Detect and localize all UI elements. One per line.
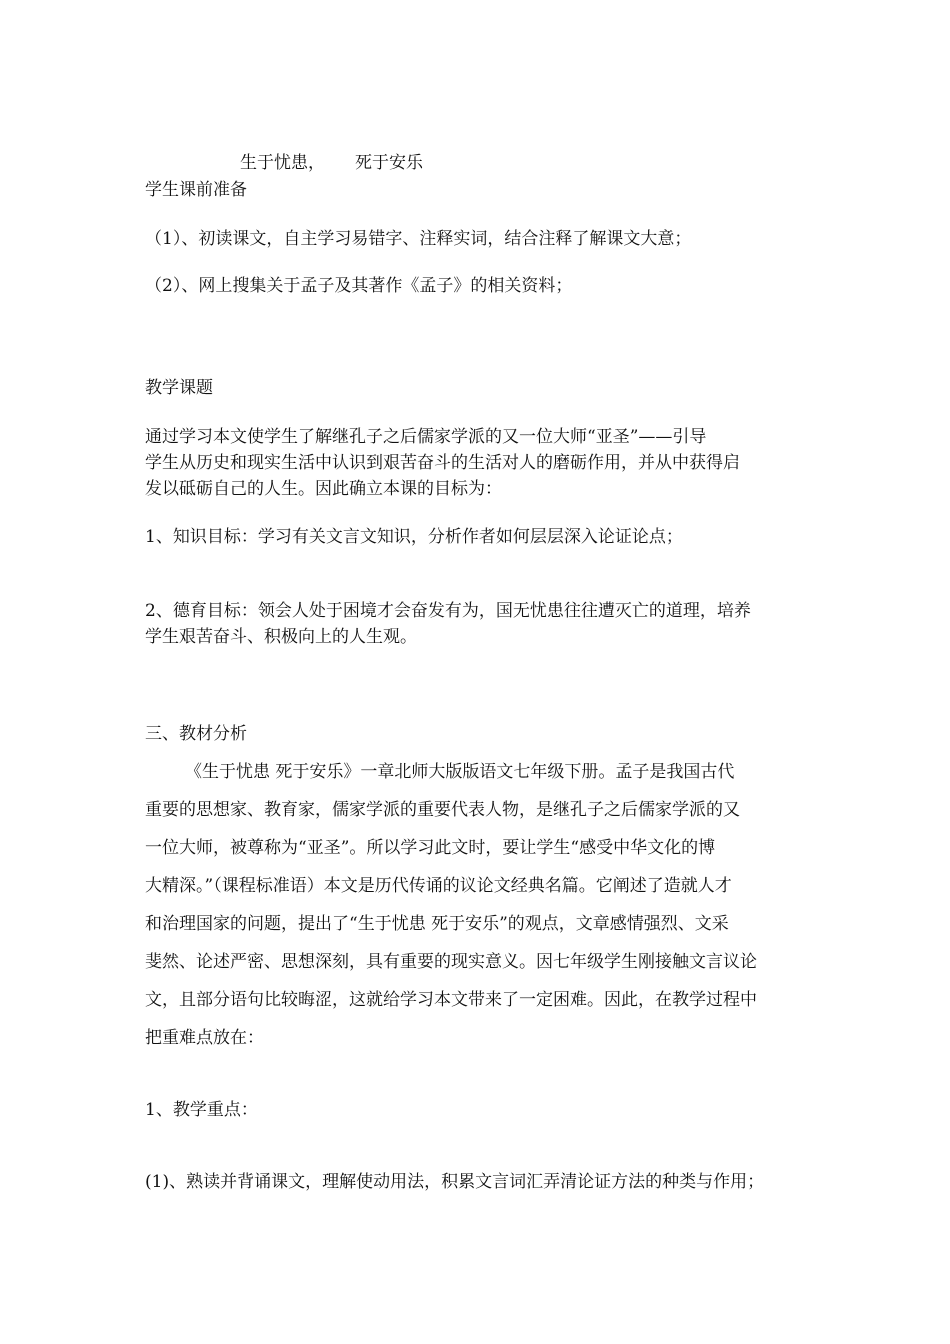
prep-item-2: （2）、网上搜集关于孟子及其著作《孟子》的相关资料； (145, 276, 573, 296)
goal-moral-line: 2、德育目标：领会人处于困境才会奋发有为，国无忧患往往遭灭亡的道理，培养 (145, 601, 751, 621)
prep-heading: 学生课前准备 (145, 180, 247, 200)
title-part-1: 生于忧患， (240, 153, 325, 173)
goal-knowledge: 1、知识目标：学习有关文言文知识，分析作者如何层层深入论证论点； (145, 527, 683, 547)
analysis-para-line: 大精深。”（课程标准语）本文是历代传诵的议论文经典名篇。它阐述了造就人才 (145, 876, 732, 896)
analysis-para-line: 重要的思想家、教育家，儒家学派的重要代表人物，是继孔子之后儒家学派的又 (145, 800, 740, 820)
key-points-heading: 1、教学重点： (145, 1100, 258, 1120)
title-part-2: 死于安乐 (355, 153, 423, 173)
analysis-para-line: 《生于忧患 死于安乐》一章北师大版版语文七年级下册。孟子是我国古代 (185, 762, 735, 782)
key-point-item-1: (1)、熟读并背诵课文，理解使动用法，积累文言词汇弄清论证方法的种类与作用； (145, 1172, 765, 1192)
analysis-para-line: 斐然、论述严密、思想深刻，具有重要的现实意义。因七年级学生刚接触文言议论 (145, 952, 757, 972)
topic-heading: 教学课题 (145, 378, 213, 398)
topic-para-line: 发以砥砺自己的人生。因此确立本课的目标为： (145, 479, 502, 499)
topic-para-line: 学生从历史和现实生活中认识到艰苦奋斗的生活对人的磨砺作用，并从中获得启 (145, 453, 740, 473)
analysis-para-line: 把重难点放在： (145, 1028, 264, 1048)
analysis-para-line: 和治理国家的问题，提出了“生于忧患 死于安乐”的观点，文章感情强烈、文采 (145, 914, 729, 934)
prep-item-1: （1）、初读课文，自主学习易错字、注释实词，结合注释了解课文大意； (145, 229, 692, 249)
topic-para-line: 通过学习本文使学生了解继孔子之后儒家学派的又一位大师“亚圣”——引导 (145, 427, 707, 447)
analysis-para-line: 一位大师，被尊称为“亚圣”。所以学习此文时，要让学生“感受中华文化的博 (145, 838, 716, 858)
goal-moral-line: 学生艰苦奋斗、积极向上的人生观。 (145, 627, 417, 647)
document-title (240, 149, 423, 177)
analysis-para-line: 文，且部分语句比较晦涩，这就给学习本文带来了一定困难。因此，在教学过程中 (145, 990, 757, 1010)
analysis-heading: 三、教材分析 (145, 724, 247, 744)
